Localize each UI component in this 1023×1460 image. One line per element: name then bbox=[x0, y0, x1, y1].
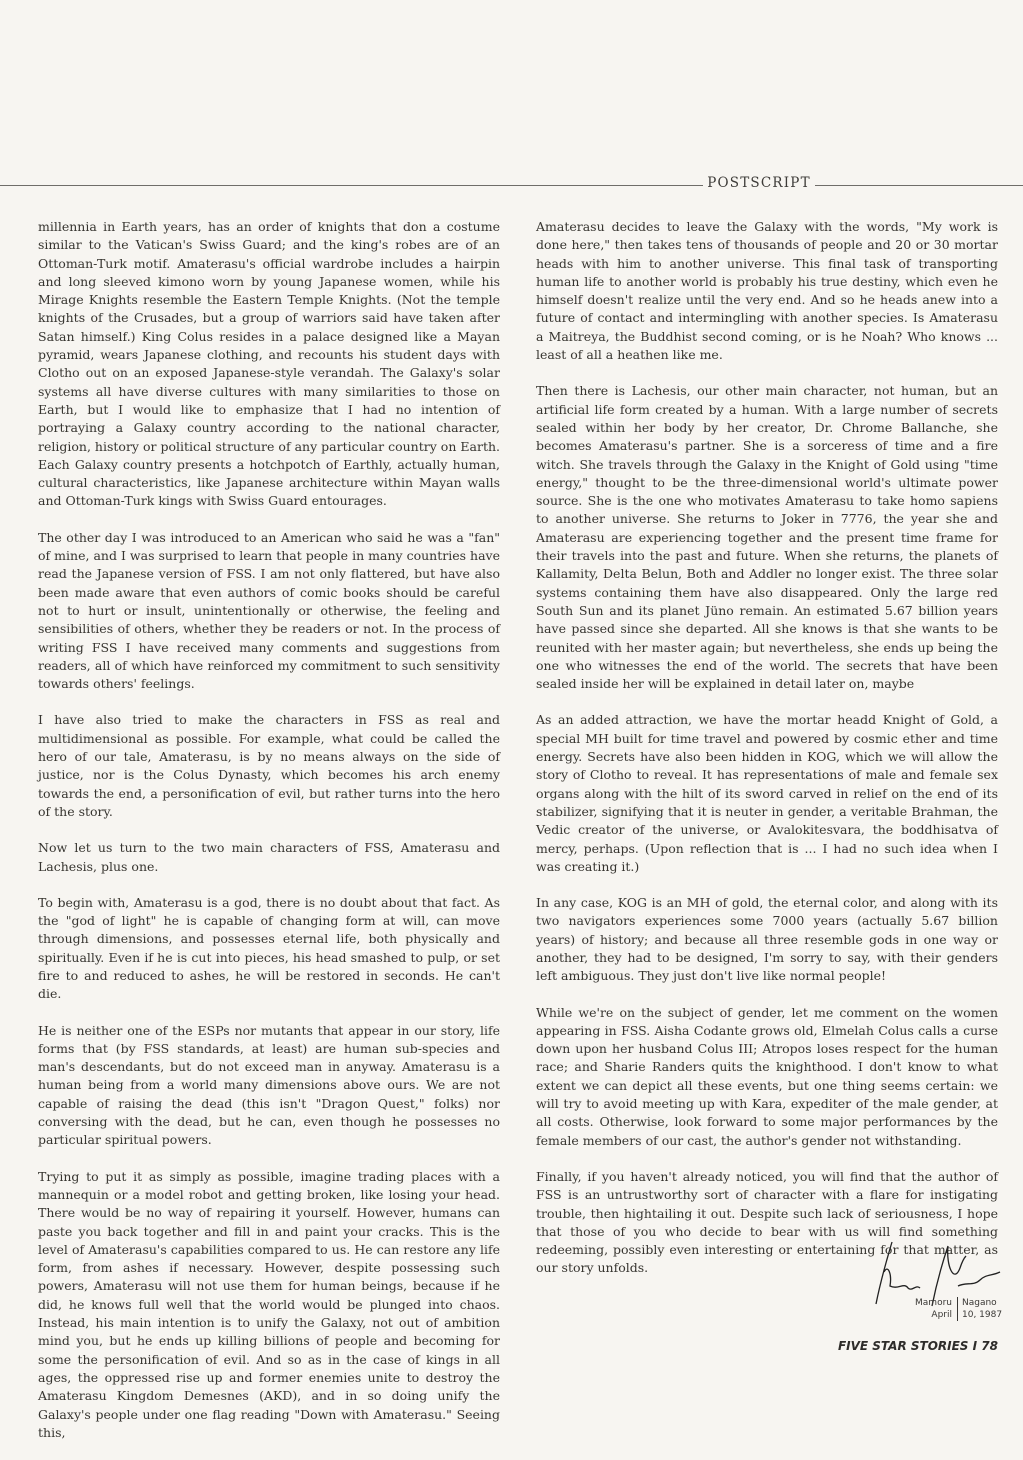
signature-month: April bbox=[931, 1310, 952, 1320]
signature-first-name: Mamoru bbox=[915, 1298, 952, 1308]
header-rule-right bbox=[815, 185, 1023, 186]
paragraph: As an added attraction, we have the mortar headd Knight of Gold, a special MH built for time travel and powered by cosmic ether and time energy. Secrets have also been hidden in KOG, which we will allow the story of Clotho to reveal. It has representations of male and female sex organs along with the hilt of its sword carved in relief on the end of its stabilizer, signifying that it is neuter in gender, a veritable Brahman, the Vedic creator of the universe, or Avalokitesvara, the boddhisatva of mercy, perhaps. (Upon reflection that is ... I had no such idea when I was creating it.) bbox=[536, 712, 998, 874]
page-number: 78 bbox=[981, 1339, 998, 1353]
paragraph: Finally, if you haven't already noticed, you will find that the author of FSS is an untrustworthy sort of character with a flare for instigating trouble, then hightailing it out. Despite such lack of seriousness, I hope that those of you who decide to bear with us will find something redeeming, possibly even interesting or entertaining for that matter, as our story unfolds. bbox=[536, 1168, 998, 1276]
paragraph: Now let us turn to the two main characters of FSS, Amaterasu and Lachesis, plus one. bbox=[38, 840, 500, 874]
signature-date: 10, 1987 bbox=[957, 1309, 1002, 1321]
paragraph: millennia in Earth years, has an order of knights that don a costume similar to the Vatican's Swiss Guard; and the king's robes are of an Ottoman-Turk motif. Amaterasu's official wardrobe includes a hairpin and long sleeved kimono worn by young Japanese women, while his Mirage Knights resemble the Eastern Temple Knights. (Not the temple knights of the Crusades, but a group of warriors said have taken after Satan himself.) King Colus resides in a palace designed like a Mayan pyramid, wears Japanese clothing, and recounts his student days with Clotho out on an exposed Japanese-style verandah. The Galaxy's solar systems all have diverse cultures with many similarities to those on Earth, but I would like to emphasize that I had no intention of portraying a Galaxy country according to the national character, religion, history or political structure of any particular country on Earth. Each Galaxy country presents a hotchpotch of Earthly, actually human, cultural characteristics, like Japanese architecture within Mayan walls and Ottoman-Turk kings with Swiss Guard entourages. bbox=[38, 219, 500, 509]
header-rule-left bbox=[0, 185, 703, 186]
paragraph: Amaterasu decides to leave the Galaxy with the words, "My work is done here," then takes tens of thousands of people and 20 or 30 mortar heads with him to another universe. This final task of transporting human life to another world is probably his true destiny, which even he himself doesn't realize until the very end. And so he heads anew into a future of contact and intermingling with another species. Is Amaterasu a Maitreya, the Buddhist second coming, or is he Noah? Who knows ... least of all a heathen like me. bbox=[536, 219, 998, 363]
footer-separator: I bbox=[972, 1339, 978, 1353]
paragraph: Trying to put it as simply as possible, imagine trading places with a mannequin or a model robot and getting broken, like losing your head. There would be no way of repairing it yourself. However, humans can paste you back together and fill in and paint your cracks. This is the level of Amaterasu's capabilities compared to us. He can restore any life form, from ashes if necessary. However, despite possessing such powers, Amaterasu will not use them for human beings, because if he did, he knows full well that the world would be plunged into chaos. Instead, his main intention is to unify the Galaxy, not out of ambition mind you, but he ends up killing billions of people and becoming for some the personification of evil. And so as in the case of kings in all ages, the oppressed rise up and former enemies unite to destroy the Amaterasu Kingdom Demesnes (AKD), and in so doing unify the Galaxy's people under one flag reading "Down with Amaterasu." Seeing this, bbox=[38, 1168, 500, 1440]
signature-block bbox=[880, 1297, 1010, 1321]
section-title: POSTSCRIPT bbox=[707, 175, 811, 191]
paragraph: While we're on the subject of gender, let me comment on the women appearing in FSS. Aisha Codante grows old, Elmelah Colus calls a curse down upon her husband Colus III; Atropos loses respect for the human race; and Sharie Randers quits the knighthood. I don't know to what extent we can depict all these events, but one thing seems certain: we will try to avoid meeting up with Kara, expediter of the male gender, at all costs. Otherwise, look forward to some major performances by the female members of our cast, the author's gender not withstanding. bbox=[536, 1004, 998, 1148]
page-footer bbox=[830, 1339, 998, 1353]
right-column bbox=[536, 218, 998, 1296]
paragraph: To begin with, Amaterasu is a god, there is no doubt about that fact. As the "god of light" he is capable of changing form at will, can move through dimensions, and possesses eternal life, both physically and spiritually. Even if he is cut into pieces, his head smashed to pulp, or set fire to and reduced to ashes, he will be restored in seconds. He can't die. bbox=[38, 894, 500, 1002]
footer-title: FIVE STAR STORIES bbox=[837, 1339, 969, 1353]
paragraph: The other day I was introduced to an American who said he was a "fan" of mine, and I was surprised to learn that people in many countries have read the Japanese version of FSS. I am not only flattered, but have also been made aware that even authors of comic books should be careful not to hurt or insult, unintentionally or otherwise, the feeling and sensibilities of others, whether they be readers or not. In the process of writing FSS I have received many comments and suggestions from readers, all of which have reinforced my commitment to such sensitivity towards others' feelings. bbox=[38, 529, 500, 692]
paragraph: In any case, KOG is an MH of gold, the eternal color, and along with its two navigators experiences some 7000 years (actually 5.67 billion years) of history; and because all three resemble gods in one way or another, they had to be designed, I'm sorry to say, with their genders left ambiguous. They just don't live like normal people! bbox=[536, 895, 998, 984]
signature-last-name: Nagano bbox=[957, 1297, 997, 1309]
paragraph: Then there is Lachesis, our other main character, not human, but an artificial life form created by a human. With a large number of secrets sealed within her body by her creator, Dr. Chrome Ballanche, she becomes Amaterasu's partner. She is a sorceress of time and a fire witch. She travels through the Galaxy in the Knight of Gold using "time energy," thought to be the three-dimensional world's ultimate power source. She is the one who motivates Amaterasu to take homo sapiens to another universe. She returns to Joker in 7776, the year she and Amaterasu are experiencing together and the present time frame for their travels into the past and future. When she returns, the planets of Kallamity, Delta Belun, Both and Addler no longer exist. The three solar systems containing them have also disappeared. Only the large red South Sun and its planet Jüno remain. An estimated 5.67 billion years have passed since she departed. All she knows is that she wants to be reunited with her master again; but nevertheless, she ends up being the one who witnesses the end of the world. The secrets that have been sealed inside her will be explained in detail later on, maybe bbox=[536, 383, 998, 692]
left-column bbox=[38, 218, 500, 1460]
paragraph: I have also tried to make the characters in FSS as real and multidimensional as possible. For example, what could be called the hero of our tale, Amaterasu, is by no means always on the side of justice, nor is the Colus Dynasty, which becomes his arch enemy towards the end, a personification of evil, but rather turns into the hero of the story. bbox=[38, 712, 500, 819]
paragraph: He is neither one of the ESPs nor mutants that appear in our story, life forms that (by FSS standards, at least) are human sub-species and man's descendants, but do not exceed man in anyway. Amaterasu is a human being from a world many dimensions above ours. We are not capable of raising the dead (this isn't "Dragon Quest," folks) nor conversing with the dead, but he can, even though he possesses no particular spiritual powers. bbox=[38, 1022, 500, 1148]
